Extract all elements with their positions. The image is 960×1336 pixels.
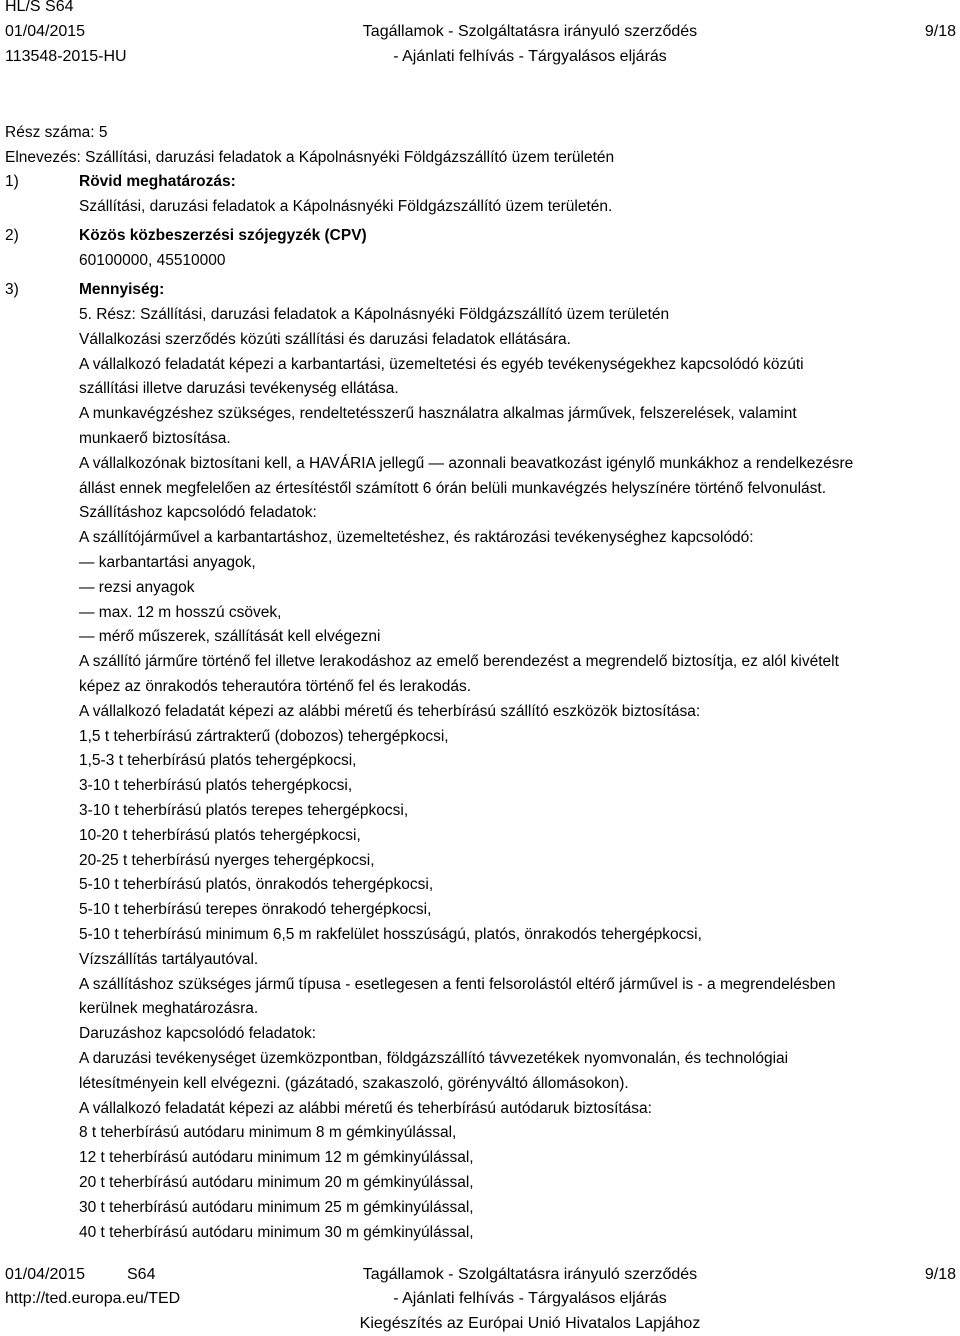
footer-date: 01/04/2015 (5, 1266, 86, 1283)
header-title-2: - Ajánlati felhívás - Tárgyalásos eljárás (393, 48, 667, 65)
footer-title-1: Tagállamok - Szolgáltatásra irányuló szerződés (362, 1266, 698, 1283)
body-line: 5-10 t teherbírású terepes önrakodó tehergépkocsi, (79, 901, 432, 919)
footer-title-3: Kiegészítés az Európai Unió Hivatalos Lapjához (359, 1315, 701, 1332)
body-line: szállítási illetve daruzási tevékenység ellátása. (79, 380, 399, 398)
body-line: 1,5 t teherbírású zártrakterű (dobozos) tehergépkocsi, (79, 727, 449, 745)
body-line: 20 t teherbírású autódaru minimum 20 m gémkinyúlással, (79, 1174, 474, 1191)
body-line: A daruzási tevékenységet üzemközpontban, földgázszállító távvezetékek nyomvonalán, és technológiai (79, 1050, 789, 1067)
body-line: A vállalkozó feladatát képezi az alábbi méretű és teherbírású szállító eszközök biztosítása: (79, 702, 701, 720)
section-1-number: 1) (5, 173, 19, 190)
body-line: állást ennek megfelelően az értesítéstől számított 6 órán belüli munkavégzés helyszínére történő felvonulást. (79, 479, 826, 497)
header-ref: 113548-2015-HU (5, 48, 127, 65)
body-line: 12 t teherbírású autódaru minimum 12 m gémkinyúlással, (79, 1149, 474, 1167)
body-line: Daruzáshoz kapcsolódó feladatok: (79, 1025, 316, 1043)
section-2-number: 2) (5, 227, 19, 244)
body-line: — rezsi anyagok (79, 578, 195, 596)
body-line: 3-10 t teherbírású platós tehergépkocsi, (79, 777, 353, 795)
body-line: létesítményein kell elvégezni. (gázátadó, szakaszoló, görényváltó állomásokon). (79, 1074, 629, 1092)
body-line: — karbantartási anyagok, (79, 554, 256, 571)
section-2-heading: Közös közbeszerzési szójegyzék (CPV) (79, 227, 367, 244)
body-line: 3-10 t teherbírású platós terepes tehergépkocsi, (79, 802, 409, 819)
section-3-number: 3) (5, 281, 19, 298)
body-line: 20-25 t teherbírású nyerges tehergépkocsi, (79, 851, 375, 869)
section-1-heading: Rövid meghatározás: (79, 173, 236, 190)
footer-page: 9/18 (924, 1266, 956, 1283)
footer-code: S64 (127, 1266, 156, 1283)
body-line: 40 t teherbírású autódaru minimum 30 m gémkinyúlással, (79, 1223, 474, 1241)
body-line: 8 t teherbírású autódaru minimum 8 m gémkinyúlással, (79, 1124, 457, 1142)
body-line: — max. 12 m hosszú csövek, (79, 603, 282, 621)
short-description: Szállítási, daruzási feladatok a Kápolnásnyéki Földgázszállító üzem területén. (79, 198, 613, 215)
body-line: 30 t teherbírású autódaru minimum 25 m gémkinyúlással, (79, 1198, 474, 1216)
body-line: kerülnek meghatározásra. (79, 1000, 259, 1018)
body-line: A szállítójárművel a karbantartáshoz, üzemeltetéshez, és raktározási tevékenységhez kapcsolódó: (79, 529, 754, 547)
body-line: A szállító járműre történő fel illetve lerakodáshoz az emelő berendezést a megrendelő biztosítja, ez alól kivételt (79, 653, 839, 671)
body-line: A munkavégzéshez szükséges, rendeltetésszerű használatra alkalmas járművek, felszerelések, valamint (79, 405, 797, 423)
body-line: A vállalkozó feladatát képezi az alábbi méretű és teherbírású autódaruk biztosítása: (79, 1099, 652, 1117)
body-line: Szállításhoz kapcsolódó feladatok: (79, 504, 317, 522)
body-line: A vállalkozó feladatát képezi a karbantartási, üzemeltetési és egyéb tevékenységekhez kapcsolódó közúti (79, 355, 804, 373)
footer-title-2: - Ajánlati felhívás - Tárgyalásos eljárás (393, 1290, 667, 1307)
header-page: 9/18 (924, 23, 956, 40)
cpv-codes: 60100000, 45510000 (79, 252, 226, 269)
body-line: 5-10 t teherbírású platós, önrakodós tehergépkocsi, (79, 876, 434, 894)
section-3-heading: Mennyiség: (79, 281, 165, 298)
part-number: Rész száma: 5 (5, 124, 108, 141)
body-line: A vállalkozónak biztosítani kell, a HAVÁRIA jellegű — azonnali beavatkozást igénylő munkákhoz a rendelkezésre (79, 454, 854, 472)
header-date: 01/04/2015 (5, 23, 86, 40)
body-line: A szállításhoz szükséges jármű típusa - esetlegesen a fenti felsorolástól eltérő járművel is - a megrendelésben (79, 975, 836, 993)
body-line: Vállalkozási szerződés közúti szállítási és daruzási feladatok ellátására. (79, 330, 571, 348)
body-line: — mérő műszerek, szállítását kell elvégezni (79, 628, 381, 646)
body-line: Vízszállítás tartályautóval. (79, 950, 259, 968)
body-line: 1,5-3 t teherbírású platós tehergépkocsi, (79, 752, 357, 770)
body-line: munkaerő biztosítása. (79, 430, 231, 447)
part-name: Elnevezés: Szállítási, daruzási feladatok a Kápolnásnyéki Földgázszállító üzem területén (5, 149, 615, 166)
header-code: HL/S S64 (5, 0, 74, 15)
body-line: 5-10 t teherbírású minimum 6,5 m rakfelület hosszúságú, platós, önrakodós tehergépkocsi, (79, 926, 702, 943)
body-line: 10-20 t teherbírású platós tehergépkocsi, (79, 826, 361, 844)
footer-url: http://ted.europa.eu/TED (5, 1290, 181, 1307)
body-line: képez az önrakodós teherautóra történő fel és lerakodás. (79, 678, 472, 695)
body-line: 5. Rész: Szállítási, daruzási feladatok a Kápolnásnyéki Földgázszállító üzem területén (79, 306, 670, 323)
header-title-1: Tagállamok - Szolgáltatásra irányuló szerződés (362, 23, 698, 40)
